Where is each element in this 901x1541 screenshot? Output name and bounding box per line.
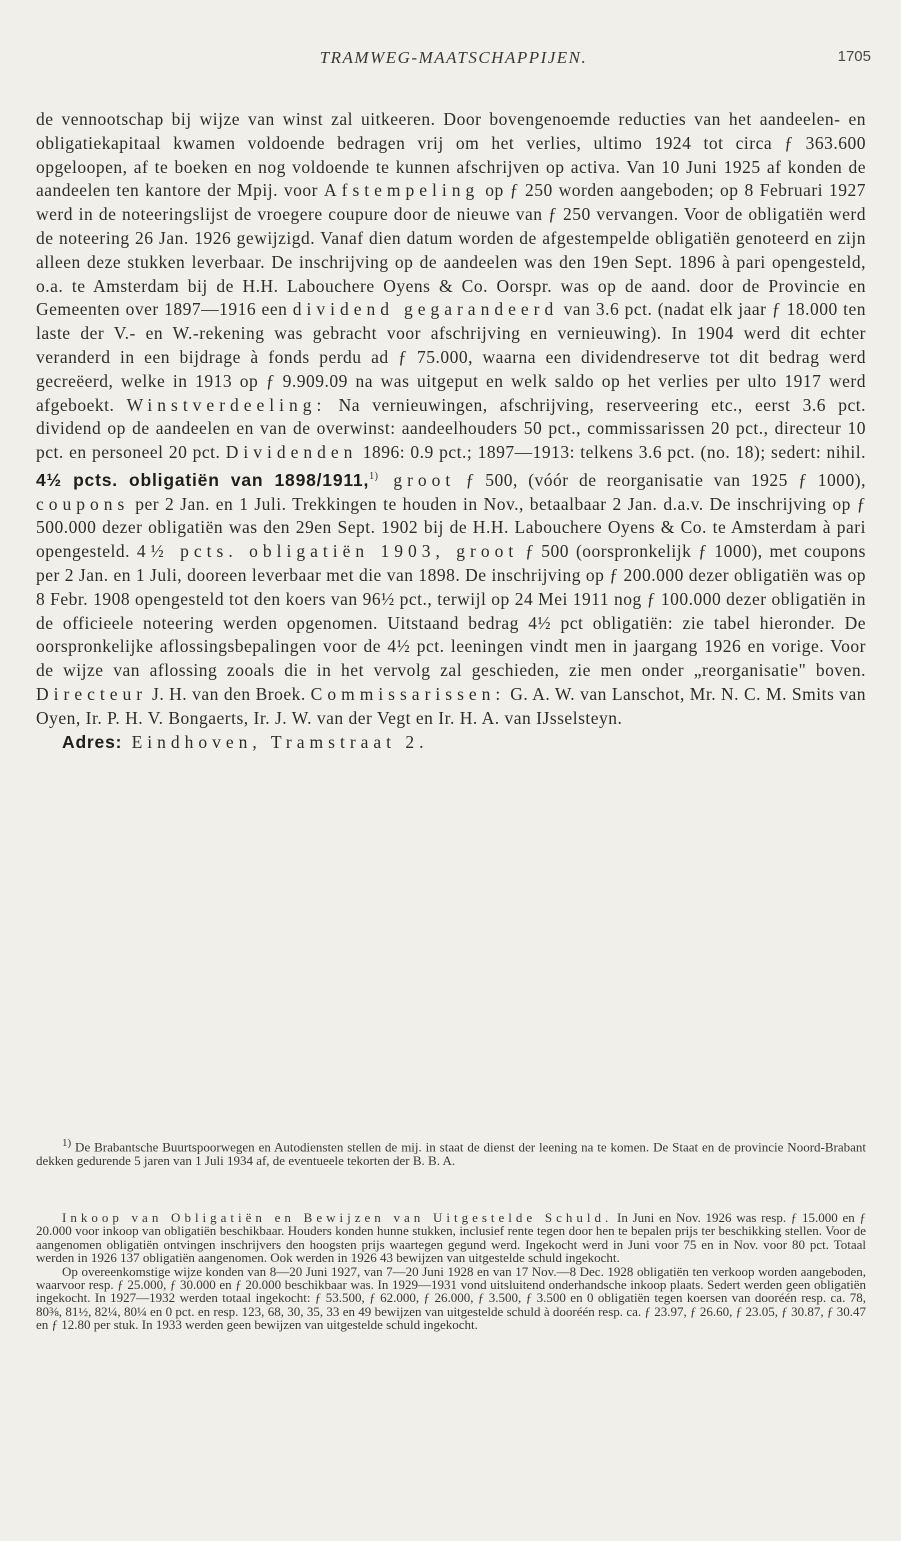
text-run: 1896: 0.9 pct.; 1897—1913: telkens 3.6 pct. (no. 18); sedert: nihil.	[357, 442, 866, 463]
running-head-title: TRAMWEG-MAATSCHAPPIJEN.	[319, 48, 588, 67]
text-run: per 2 Jan. en 1 Juli. Trekkingen te houden in Nov., betaalbaar 2 Jan. d.a.v. De inschrijving op ƒ 500.000 dezer obligatiën was den 29en Sept. 1902 bij de H.H. Labouchere Oyens & Co. te Amsterdam à pari opengesteld.	[36, 493, 866, 562]
term-groot: groot	[444, 541, 519, 562]
text-run: de vennootschap bij wijze van winst zal uitkeeren. Door bovengenoemde reducties van het aandeelen- en obligatiekapitaal kwamen voldoende bedragen vrij om het verlies, ultimo 1924 tot circa ƒ 363.600 opgeloopen, af te boeken en nog voldoende te kunnen afschrijven op activa. Van 10 Juni 1925 af konden de aandeelen ten kantore der Mpij. voor	[36, 109, 866, 201]
footnote-mark: 1)	[62, 1137, 72, 1149]
heading-obligations-1903: 4½ pcts. obligatiën 1903,	[136, 541, 445, 562]
term-coupons: coupons	[36, 493, 130, 514]
term-winstverdeeling: Winstverdeeling:	[126, 394, 327, 415]
inkoop-text-1: In Juni en Nov. 1926 was resp. ƒ 15.000 en ƒ 20.000 voor inkoop van obligatiën beschikbaar. Houders konden hunne stukken, inclusief rente tegen door hen te bepalen prijs ter beschikking stellen. Voor de aangenomen obligatiën ontvingen inschrijvers den hoogsten prijs waartegen gegund werd. Ingekocht werd in Juni voor 75 en in Nov. voor 80 pct. Totaal werden in 1926 137 obligatiën aangenomen. Ook werden in 1926 43 bewijzen van uitgestelde schuld ingekocht.	[36, 1210, 866, 1266]
address-value: Eindhoven, Tramstraat 2.	[122, 731, 429, 752]
footnote-text: De Brabantsche Buurtspoorwegen en Autodiensten stellen de mij. in staat de dienst der leening na te komen. De Staat en de provincie Noord-Brabant dekken gedurende 5 jaren van 1 Juli 1934 af, de eventueele tekorten der B. B. A.	[36, 1139, 866, 1168]
footnote	[36, 1137, 866, 1167]
term-afstempeling: Afstempeling	[324, 180, 480, 201]
term-commissarissen: Commissarissen:	[310, 683, 506, 704]
main-paragraph	[36, 108, 866, 754]
text-run: ƒ 500, (vóór de reorganisatie van 1925 ƒ 1000),	[455, 469, 866, 490]
inkoop-text-2: Op overeenkomstige wijze konden van 8—20 Juni 1927, van 7—20 Juni 1928 en van 17 Nov.—8 Dec. 1928 obligatiën ten verkoop worden aangeboden, waarvoor resp. ƒ 25.000, ƒ 30.000 en ƒ 20.000 beschikbaar was. In 1929—1931 vond uitsluitend onderhandsche inkoop plaats. Sedert werden geen obligatiën ingekocht. In 1927—1932 werden totaal ingekocht: ƒ 53.500, ƒ 62.000, ƒ 26.000, ƒ 3.500, ƒ 3.500 en 0 obligatiën tegen koersen van dooréén resp. ca. 78, 80⅜, 81½, 82¼, 80¼ en 0 pct. en resp. 123, 68, 30, 35, 33 en 49 bewijzen van uitgestelde schuld à dooréén resp. ca. ƒ 23.97, ƒ 26.60, ƒ 23.05, ƒ 30.87, ƒ 30.47 en ƒ 12.80 per stuk. In 1933 werden geen bewijzen van uitgestelde schuld ingekocht.	[36, 1263, 866, 1333]
term-directeur: Directeur	[36, 683, 148, 704]
text-run: Na vernieuwingen, afschrijving, reserveering etc., eerst 3.6 pct. dividend op de aandeelen en van de overwinst: aandeelhouders 50 pct., commissarissen 20 pct., directeur 10 pct. en personeel 20 pct.	[36, 394, 866, 463]
inkoop-paragraph-2	[36, 1265, 866, 1332]
text-run: op ƒ 250 worden aangeboden; op 8 Februari 1927 werd in de noteeringslijst de vroegere coupure door de nieuwe van ƒ 250 vervangen. Voor de obligatiën werd de noteering 26 Jan. 1926 gewijzigd. Vanaf dien datum worden de afgestempelde obligatiën genoteerd en zijn alleen deze stukken leverbaar. De inschrijving op de aandeelen was den 19en Sept. 1896 à pari opengesteld, o.a. te Amsterdam bij de H.H. Labouchere Oyens & Co. Oorspr. was op de aand. door de Provincie en Gemeenten over 1897—1916 een	[36, 180, 866, 320]
inkoop-section	[36, 1211, 866, 1332]
running-head	[36, 48, 871, 72]
term-dividend-gegarandeerd: dividend gegarandeerd	[292, 299, 559, 320]
footnote-reference: 1)	[369, 470, 379, 482]
inkoop-paragraph-1	[36, 1211, 866, 1265]
text-run: ƒ 500 (oorspronkelijk ƒ 1000), met coupons per 2 Jan. en 1 Juli, dooreen leverbaar met die van 1898. De inschrijving op ƒ 200.000 dezer obligatiën was op 8 Febr. 1908 opengesteld tot den koers van 96½ pct., terwijl op 24 Mei 1911 nog ƒ 100.000 dezer obligatiën in de officieele noteering werden opgenomen. Uitstaand bedrag 4½ pct obligatiën: zie tabel hieronder. De oorspronkelijke aflossingsbepalingen voor de 4½ pct. leeningen vindt men in jaargang 1926 en vorige. Voor de wijze van aflossing zooals die in het vervolg zal geschieden, zie men onder „reorganisatie" boven.	[36, 541, 866, 681]
text-run: van 3.6 pct. (nadat elk jaar ƒ 18.000 ten laste der V.- en W.-rekening was gebracht voor afschrijving en vernieuwing). In 1904 werd dit echter veranderd in een bijdrage à fonds perdu ad ƒ 75.000, waarna een dividendreserve tot dit bedrag werd gecreëerd, welke in 1913 op ƒ 9.909.09 na was uitgeput en welk saldo op het verlies per ulto 1917 werd afgeboekt.	[36, 299, 867, 415]
term-groot: groot	[378, 469, 456, 490]
address-line	[36, 731, 866, 755]
text-run: J. H. van den Broek.	[147, 683, 311, 704]
heading-obligations-1898-1911: 4½ pcts. obligatiën van 1898/1911,	[36, 469, 370, 490]
inkoop-heading: Inkoop van Obligatiën en Bewijzen van Uitgestelde Schuld.	[62, 1210, 613, 1225]
page-number: 1705	[837, 48, 871, 65]
term-dividenden: Dividenden	[225, 442, 358, 463]
address-label: Adres:	[62, 731, 123, 752]
text-run: G. A. W. van Lanschot, Mr. N. C. M. Smits van Oyen, Ir. P. H. V. Bongaerts, Ir. J. W. van der Vegt en Ir. H. A. van IJsselsteyn.	[36, 683, 866, 728]
